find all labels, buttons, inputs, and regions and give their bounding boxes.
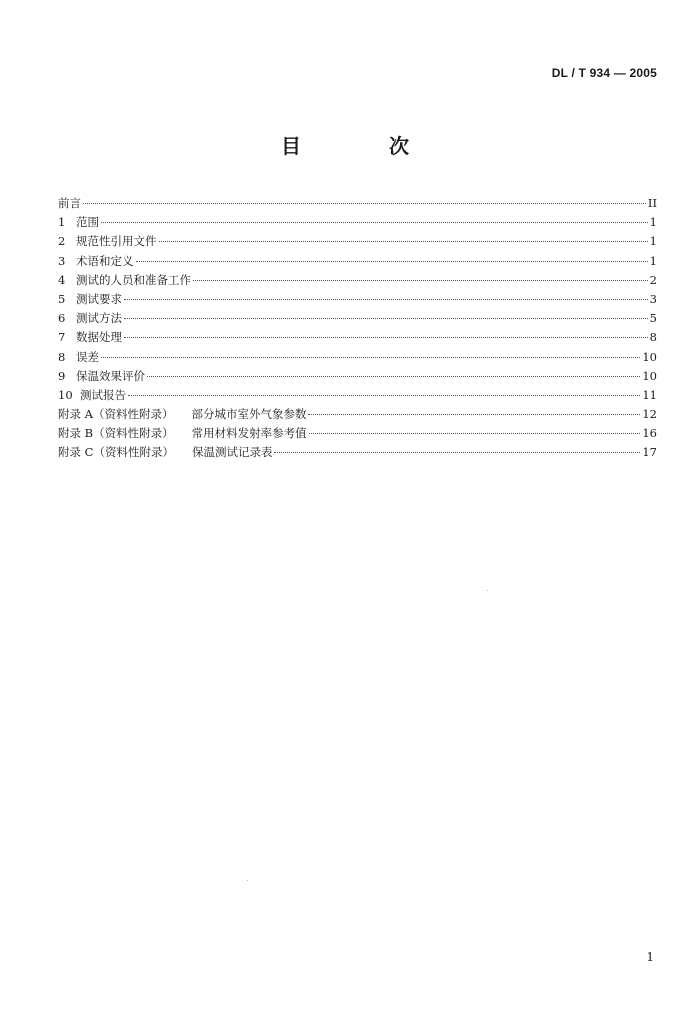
toc-entry-foreword[interactable]: [58, 194, 657, 213]
toc-entry-number: 5: [58, 291, 66, 306]
toc-entry-title: 术语和定义: [76, 253, 134, 268]
toc-entry-title: 规范性引用文件: [76, 234, 157, 249]
dot-leader: [124, 318, 648, 319]
page-title: 目 次: [281, 134, 443, 158]
dot-leader: [101, 357, 640, 358]
appendix-prefix: 附录 A（资料性附录）: [58, 407, 174, 422]
toc-entry-1[interactable]: [58, 213, 657, 232]
scan-speck: [487, 590, 488, 591]
toc-entry-title: 误差: [76, 349, 99, 364]
dot-leader: [124, 337, 648, 338]
toc-entry-page: II: [647, 196, 657, 210]
document-code: DL / T 934 — 2005: [551, 66, 657, 80]
toc-entry-number: 6: [58, 311, 66, 326]
toc-entry-page: 3: [649, 291, 657, 306]
toc-entry-page: 1: [649, 234, 657, 249]
toc-entry-page: 11: [642, 387, 657, 402]
toc-entry-title: 测试方法: [76, 311, 122, 326]
toc-entry-appendix-c[interactable]: [58, 443, 657, 462]
toc-entry-page: 10: [642, 368, 657, 383]
toc-entry-page: 10: [642, 349, 657, 364]
dot-leader: [159, 241, 648, 242]
toc-entry-title: 部分城市室外气象参数: [191, 407, 307, 422]
toc-entry-title: 测试要求: [76, 291, 122, 306]
toc-entry-title: 保温测试记录表: [191, 445, 273, 460]
toc-entry-title: 范围: [76, 215, 99, 230]
toc-entry-page: 1: [649, 253, 657, 268]
toc-entry-2[interactable]: [58, 232, 657, 251]
toc-entry-4[interactable]: [58, 271, 657, 290]
appendix-prefix: 附录 B（资料性附录）: [58, 426, 174, 441]
toc-entry-title: 保温效果评价: [76, 368, 145, 383]
toc-entry-appendix-b[interactable]: [58, 424, 657, 443]
toc-entry-title: 常用材料发射率参考值: [191, 426, 307, 441]
appendix-prefix: 附录 C（资料性附录）: [58, 445, 174, 460]
toc-entry-number: 10: [58, 387, 73, 402]
toc-entry-7[interactable]: [58, 328, 657, 347]
toc-entry-page: 16: [642, 426, 657, 441]
toc-entry-10[interactable]: [58, 386, 657, 405]
toc-entry-page: 5: [649, 311, 657, 326]
toc-entry-8[interactable]: [58, 348, 657, 367]
toc-entry-number: 4: [58, 272, 66, 287]
toc-entry-page: 1: [649, 215, 657, 230]
toc-entry-5[interactable]: [58, 290, 657, 309]
scan-speck: [247, 880, 248, 881]
toc-entry-title: 数据处理: [76, 330, 122, 345]
toc-entry-number: 8: [58, 349, 66, 364]
toc-entry-3[interactable]: [58, 252, 657, 271]
toc-entry-page: 12: [642, 407, 657, 422]
toc-entry-title: 测试的人员和准备工作: [76, 272, 191, 287]
dot-leader: [83, 203, 646, 204]
dot-leader: [308, 414, 640, 415]
page-number: 1: [646, 950, 654, 964]
dot-leader: [136, 261, 648, 262]
toc-entry-number: 3: [58, 253, 66, 268]
dot-leader: [193, 280, 648, 281]
dot-leader: [128, 395, 640, 396]
dot-leader: [124, 299, 648, 300]
dot-leader: [274, 452, 640, 453]
dot-leader: [101, 222, 648, 223]
toc-entry-number: 9: [58, 368, 66, 383]
dot-leader: [147, 376, 640, 377]
toc-entry-page: 8: [649, 330, 657, 345]
toc-entry-page: 2: [649, 272, 657, 287]
toc-entry-title: 前言: [58, 196, 81, 210]
toc-entry-title: 测试报告: [80, 387, 126, 402]
toc-entry-page: 17: [642, 445, 657, 460]
toc-entry-appendix-a[interactable]: [58, 405, 657, 424]
table-of-contents: [58, 194, 657, 463]
dot-leader: [309, 433, 641, 434]
toc-entry-9[interactable]: [58, 367, 657, 386]
toc-entry-number: 1: [58, 215, 66, 230]
toc-entry-number: 7: [58, 330, 66, 345]
toc-entry-6[interactable]: [58, 309, 657, 328]
toc-entry-number: 2: [58, 234, 66, 249]
